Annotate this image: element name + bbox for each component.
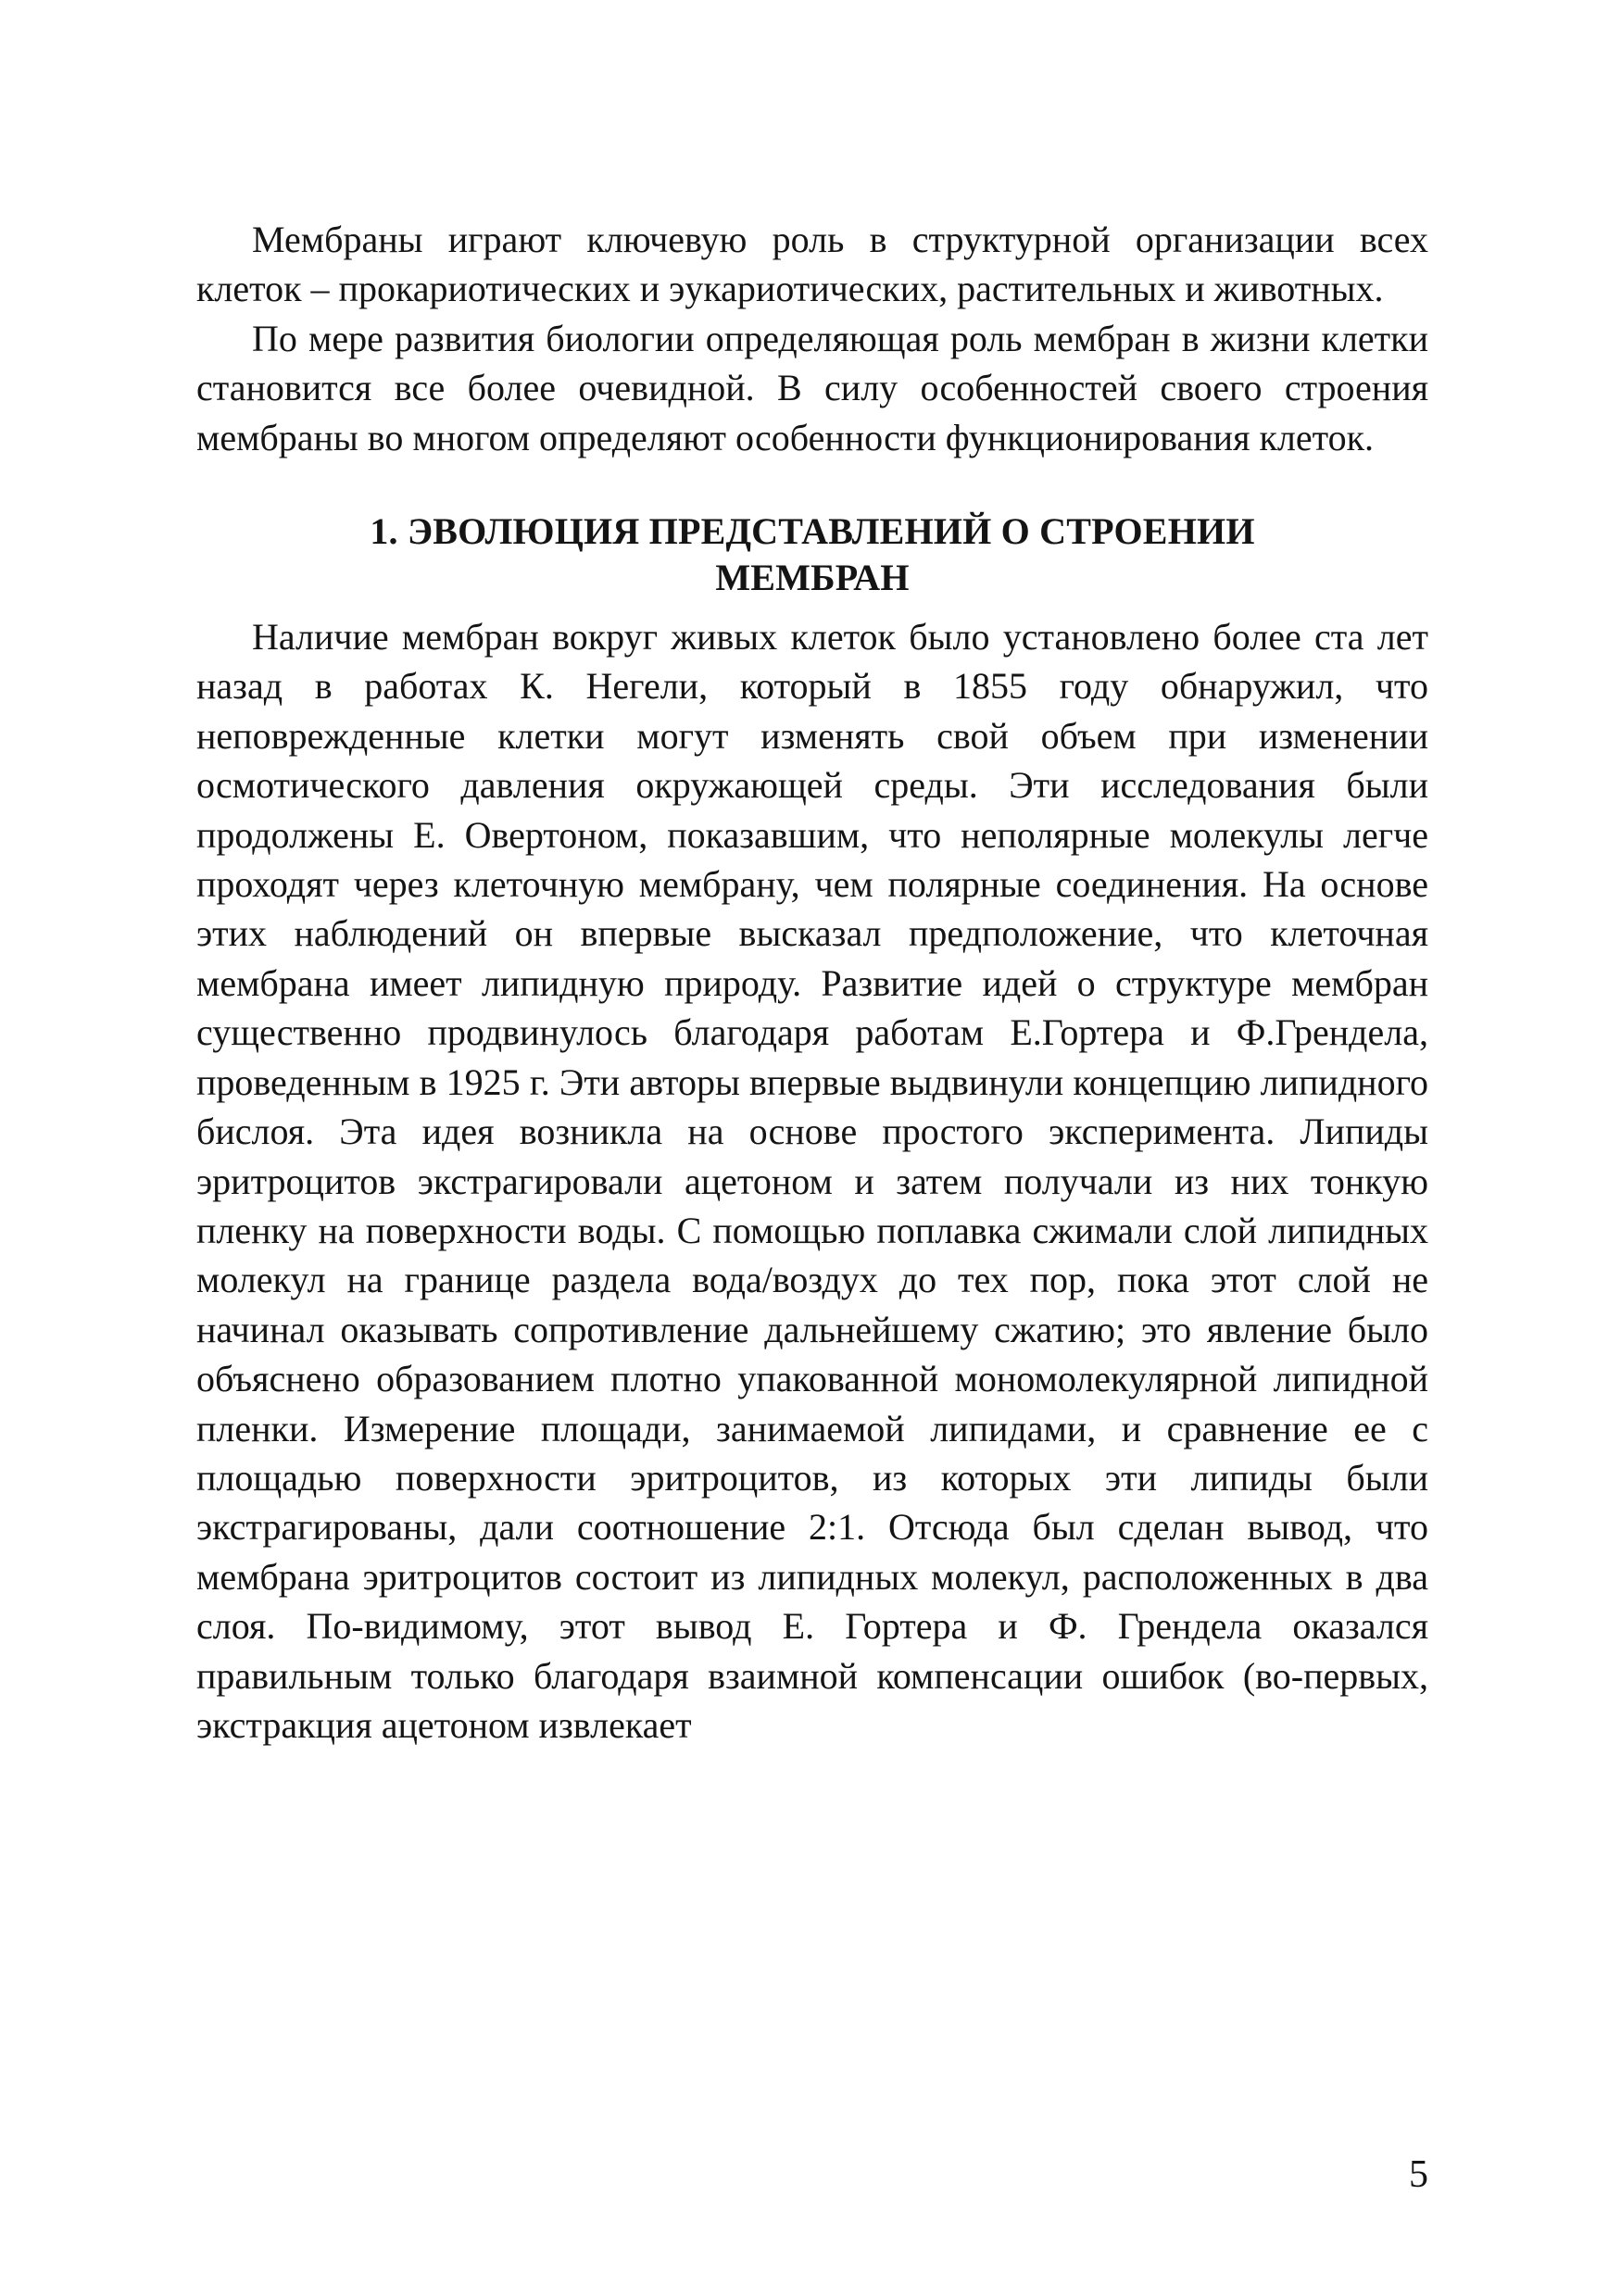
section-title-line-2: МЕМБРАН: [715, 557, 910, 599]
section-title-line-1: 1. ЭВОЛЮЦИЯ ПРЕДСТАВЛЕНИЙ О СТРОЕНИИ: [370, 510, 1255, 553]
intro-paragraph-2: По мере развития биологии определяющая роль мембран в жизни клетки становится все более очевидной. В силу особенностей своего строения мембраны во многом определяют особенности функционирования клеток.: [196, 317, 1428, 458]
intro-paragraph-1: Мембраны играют ключевую роль в структурной организации всех клеток – прокариотических и эукариотических, растительных и животных.: [196, 219, 1428, 310]
section-title: [196, 508, 1428, 601]
section-paragraph-1: Наличие мембран вокруг живых клеток было установлено более ста лет назад в работах К. Негели, который в 1855 году обнаружил, что неповрежденные клетки могут изменять свой объем при изменении осмотического давления окружающей среды. Эти исследования были продолжены Е. Овертоном, показавшим, что неполярные молекулы легче проходят через клеточную мембрану, чем полярные соединения. На основе этих наблюдений он впервые высказал предположение, что клеточная мембрана имеет липидную природу. Развитие идей о структуре мембран существенно продвинулось благодаря работам Е.Гортера и Ф.Грендела, проведенным в 1925 г. Эти авторы впервые выдвинули концепцию липидного бислоя. Эта идея возникла на основе простого эксперимента. Липиды эритроцитов экстрагировали ацетоном и затем получали из них тонкую пленку на поверхности воды. С помощью поплавка сжимали слой липидных молекул на границе раздела вода/воздух до тех пор, пока этот слой не начинал оказывать сопротивление дальнейшему сжатию; это явление было объяснено образованием плотно упакованной мономолекулярной липидной пленки. Измерение площади, занимаемой липидами, и сравнение ее с площадью поверхности эритроцитов, из которых эти липиды были экстрагированы, дали соотношение 2:1. Отсюда был сделан вывод, что мембрана эритроцитов состоит из липидных молекул, расположенных в два слоя. По-видимому, этот вывод Е. Гортера и Ф. Грендела оказался правильным только благодаря взаимной компенсации ошибок (во-первых, экстракция ацетоном извлекает: [196, 616, 1428, 1746]
page-body: [196, 215, 1428, 1750]
page-number: 5: [1409, 2153, 1428, 2196]
